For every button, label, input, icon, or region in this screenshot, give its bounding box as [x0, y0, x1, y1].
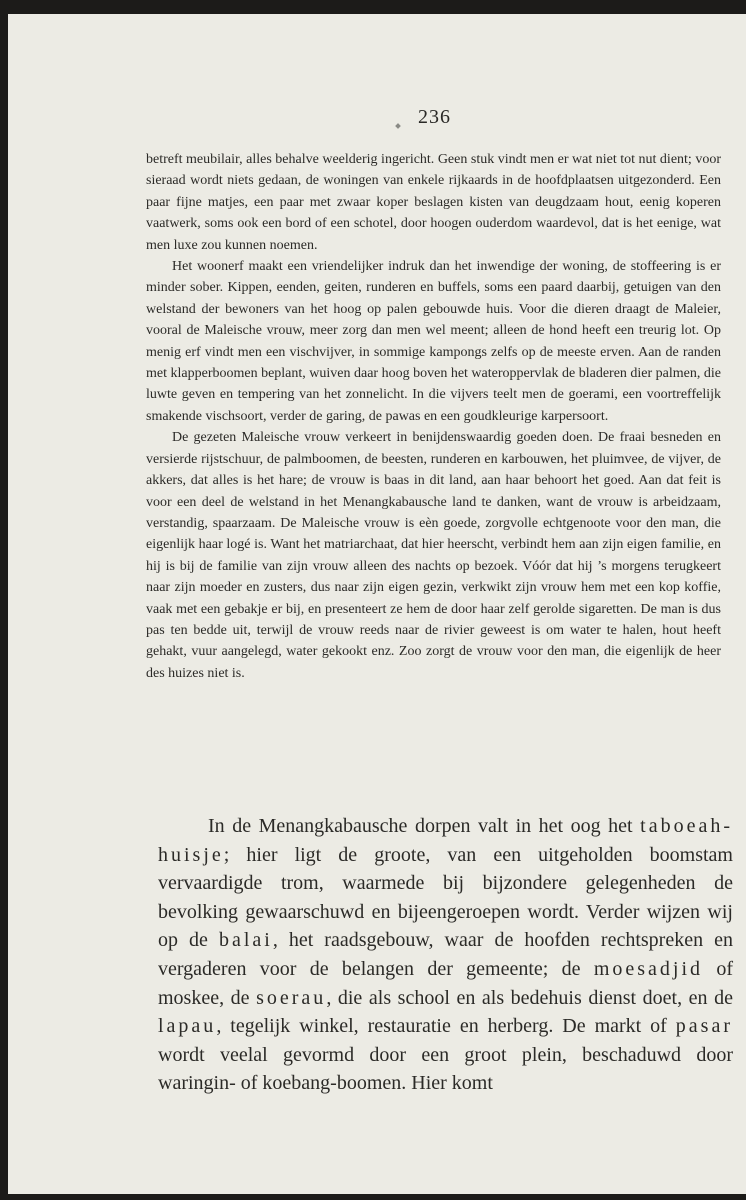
ink-mark: [395, 123, 401, 129]
term-balai: balai: [218, 929, 273, 952]
paragraph-furniture: betreft meubilair, alles behalve weelderig ingericht. Geen stuk vindt men er wat niet tot nut dient; voor sieraad wordt niets gedaan, de woningen van enkele rijkaards in de hoofdplaatsen uitgezonderd. Een paar fijne matjes, een paar met zwaar koper beslagen kisten van deugdzaam hout, eenig koperen vaatwerk, soms ook een bord of een schotel, door hoogen ouderdom waardevol, dat is het eenige, wat men luxe zou kunnen noemen.: [146, 152, 721, 253]
book-page: [8, 14, 746, 1194]
paragraph-malay-woman: De gezeten Maleische vrouw verkeert in benijdenswaardig goeden doen. De fraai besneden en versierde rijstschuur, de palmboomen, de beesten, runderen en karbouwen, het pluimvee, de vijver, de akkers, dat alles is het hare; de vrouw is baas in dit land, aan haar behoort het goed. Aan dat feit is voor een deel de welstand in het Menangkabausche land te danken, want de vrouw is arbeidzaam, verstandig, spaarzaam. De Maleische vrouw is eèn goede, zorgvolle echtgenoote voor den man, die eigenlijk haar logé is. Want het matriarchaat, dat hier heerscht, verbindt hem aan zijn eigen familie, en hij is bij de familie van zijn vrouw alleen des nachts op bezoek. Vóór dat hij ’s morgens terugkeert naar zijn moeder en zusters, dus naar zijn eigen gezin, verkwikt zijn vrouw hem met een kop koffie, vaak met een gebakje er bij, en presenteert ze hem de door haar zelf gerolde sigaretten. De man is dus pas ten bedde uit, terwijl de vrouw reeds naar de rivier geweest is om water te halen, hout heeft gehakt, vuur aangelegd, water gekookt enz. Zoo zorgt de vrouw voor den man, die eigenlijk de heer des huizes niet is.: [146, 430, 721, 681]
small-print-section: [146, 149, 721, 684]
term-lapau: lapau: [158, 1015, 217, 1038]
term-moesadjid: moesadjid: [593, 957, 704, 980]
paragraph-yard: Het woonerf maakt een vriendelijker indruk dan het inwendige der woning, de stoffeering is er minder sober. Kippen, eenden, geiten, runderen en buffels, soms een paard daarbij, getuigen van den welstand der bewoners van het hoog op palen gebouwde huis. Voor die dieren draagt de Maleier, vooral de Maleische vrouw, meer zorg dan men wel meent; alleen de hond heeft een treurig lot. Op menig erf vindt men een vischvijver, in sommige kampongs zelfs op de meeste erven. Aan de randen met klapperboomen beplant, wuiven daar hoog boven het wateroppervlak de bladeren dier palmen, die luwte geven en tempering van het zonnelicht. In die vijvers teelt men de goerami, een voortreffelijk smakende vischsoort, verder de garing, de pawas en een goudkleurige karpersoort.: [146, 259, 721, 424]
term-taboeah-huisje: taboeah-huisje: [158, 815, 733, 866]
page-number: 236: [418, 106, 451, 128]
paragraph-village: In de Menangkabausche dorpen valt in het oog het taboeah-huisje; hier ligt de groote, van een uitgeholden boomstam vervaardigde trom, waarmede bij bijzondere gelegenheden de bevolking gewaarschuwd en bijeengeroepen wordt. Verder wijzen wij op de balai, het raadsgebouw, waar de hoofden rechtspreken en vergaderen voor de belangen der gemeente; de moesadjid of moskee, de soerau, die als school en als bedehuis dienst doet, en de lapau, tegelijk winkel, restauratie en herberg. De markt of pasar wordt veelal gevormd door een groot plein, beschaduwd door waringin- of koebang-boomen. Hier komt: [158, 815, 733, 1095]
large-print-section: [158, 812, 733, 1098]
term-soerau: soerau: [256, 986, 327, 1009]
term-pasar: pasar: [675, 1015, 733, 1038]
